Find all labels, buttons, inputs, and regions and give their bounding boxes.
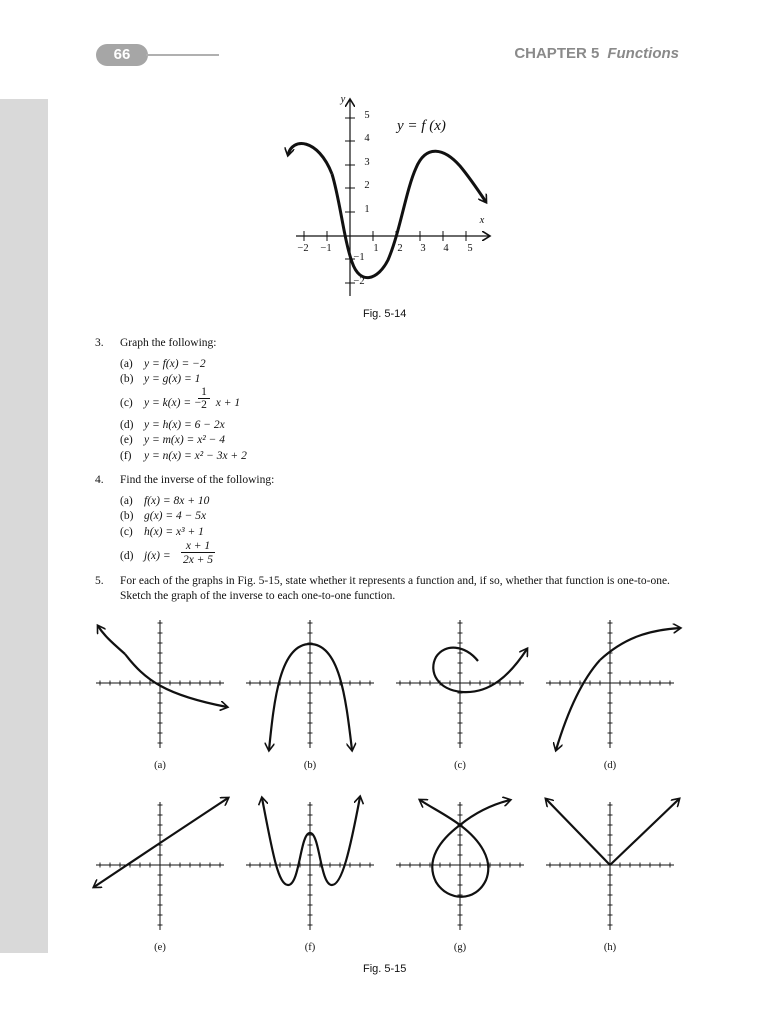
fig-5-14-caption: Fig. 5-14: [363, 308, 407, 320]
problem-text: Find the inverse of the following:: [120, 474, 275, 486]
item-equation: g(x) = 4 − 5x: [144, 510, 207, 522]
graph-curve: [310, 797, 360, 885]
problem-text: For each of the graphs in Fig. 5-15, state whether it represents a function and, if so, whether that function is one-to-one. Sketch the graph of the inverse to each one-to-one function.: [120, 575, 670, 602]
graph-curve: [310, 644, 352, 750]
fraction-numerator: 1: [198, 386, 210, 399]
item-equation: y = h(x) = 6 − 2x: [144, 419, 225, 431]
y-tick-label: 1: [364, 204, 370, 215]
graph-a: [96, 620, 227, 748]
y-tick-label: 2: [364, 180, 370, 191]
item-label: (a): [120, 495, 133, 507]
item-label: (c): [120, 526, 133, 538]
problem-number: 4.: [95, 474, 104, 486]
page-number: 66: [96, 44, 148, 66]
chapter-title: Functions: [607, 45, 679, 62]
x-tick-label: 3: [420, 243, 426, 254]
item-equation: y = f(x) = −2: [144, 358, 206, 370]
problem-number: 3.: [95, 337, 104, 349]
graph-curve: [98, 626, 125, 654]
chapter-number: CHAPTER 5: [514, 45, 600, 62]
item-equation-prefix: j(x) =: [144, 550, 171, 562]
item-label: (a): [120, 358, 133, 370]
graph-label: (h): [603, 942, 617, 953]
graph-curve: [269, 644, 310, 750]
graph-e: [94, 798, 228, 930]
x-tick-label: −2: [297, 243, 309, 254]
graph-label: (e): [154, 942, 166, 953]
graph-label: (b): [303, 760, 317, 771]
y-tick-label: 4: [364, 133, 370, 144]
y-tick-label: 3: [364, 157, 370, 168]
y-axis-label: y: [340, 94, 346, 105]
x-tick-label: 2: [397, 243, 403, 254]
fig-5-15-caption: Fig. 5-15: [363, 963, 407, 975]
graph-curve: [420, 800, 460, 825]
item-equation-suffix: x + 1: [215, 397, 241, 409]
x-tick-label: −1: [320, 243, 332, 254]
y-tick-label: 5: [364, 110, 370, 121]
graph-curve: [262, 798, 310, 885]
graph-label: (a): [154, 760, 166, 771]
x-tick-label: 5: [467, 243, 473, 254]
graph-ticks: [100, 623, 670, 925]
graph-curve: [546, 799, 610, 865]
x-axis-label: x: [479, 215, 485, 226]
item-equation: y = g(x) = 1: [144, 373, 201, 385]
graph-label: (g): [453, 942, 467, 953]
graph-curve: [160, 798, 228, 843]
item-equation-prefix: y = k(x) = −: [144, 397, 202, 409]
y-tick-label: −2: [353, 276, 365, 287]
item-equation: h(x) = x³ + 1: [144, 526, 204, 538]
graph-curve: [610, 799, 679, 865]
graph-label: (d): [603, 760, 617, 771]
graph-curve: [460, 800, 510, 825]
graph-h: [546, 799, 679, 930]
graph-f: [246, 797, 374, 930]
fraction-denominator: 2x + 5: [182, 554, 214, 566]
item-label: (d): [120, 419, 134, 431]
item-label: (f): [120, 450, 132, 462]
item-label: (b): [120, 373, 134, 385]
graph-curve: [556, 660, 600, 750]
graph-g: [396, 800, 524, 930]
item-label: (c): [120, 397, 133, 409]
curve-label: y = f (x): [397, 118, 446, 134]
graph-b: [246, 620, 374, 750]
problem-text: Graph the following:: [120, 337, 217, 349]
x-tick-label: 1: [373, 243, 379, 254]
graph-label: (c): [454, 760, 466, 771]
graph-c: [396, 620, 527, 748]
item-equation: f(x) = 8x + 10: [144, 495, 210, 507]
item-label: (b): [120, 510, 134, 522]
problem-number: 5.: [95, 575, 104, 587]
y-tick-label: −1: [353, 252, 365, 263]
item-label: (d): [120, 550, 134, 562]
item-label: (e): [120, 434, 133, 446]
item-equation: y = n(x) = x² − 3x + 2: [144, 450, 247, 462]
item-equation: y = m(x) = x² − 4: [144, 434, 226, 446]
fraction-denominator: 2: [201, 399, 207, 411]
fraction-numerator: x + 1: [181, 540, 215, 553]
x-tick-label: 4: [443, 243, 449, 254]
graph-label: (f): [304, 942, 316, 953]
